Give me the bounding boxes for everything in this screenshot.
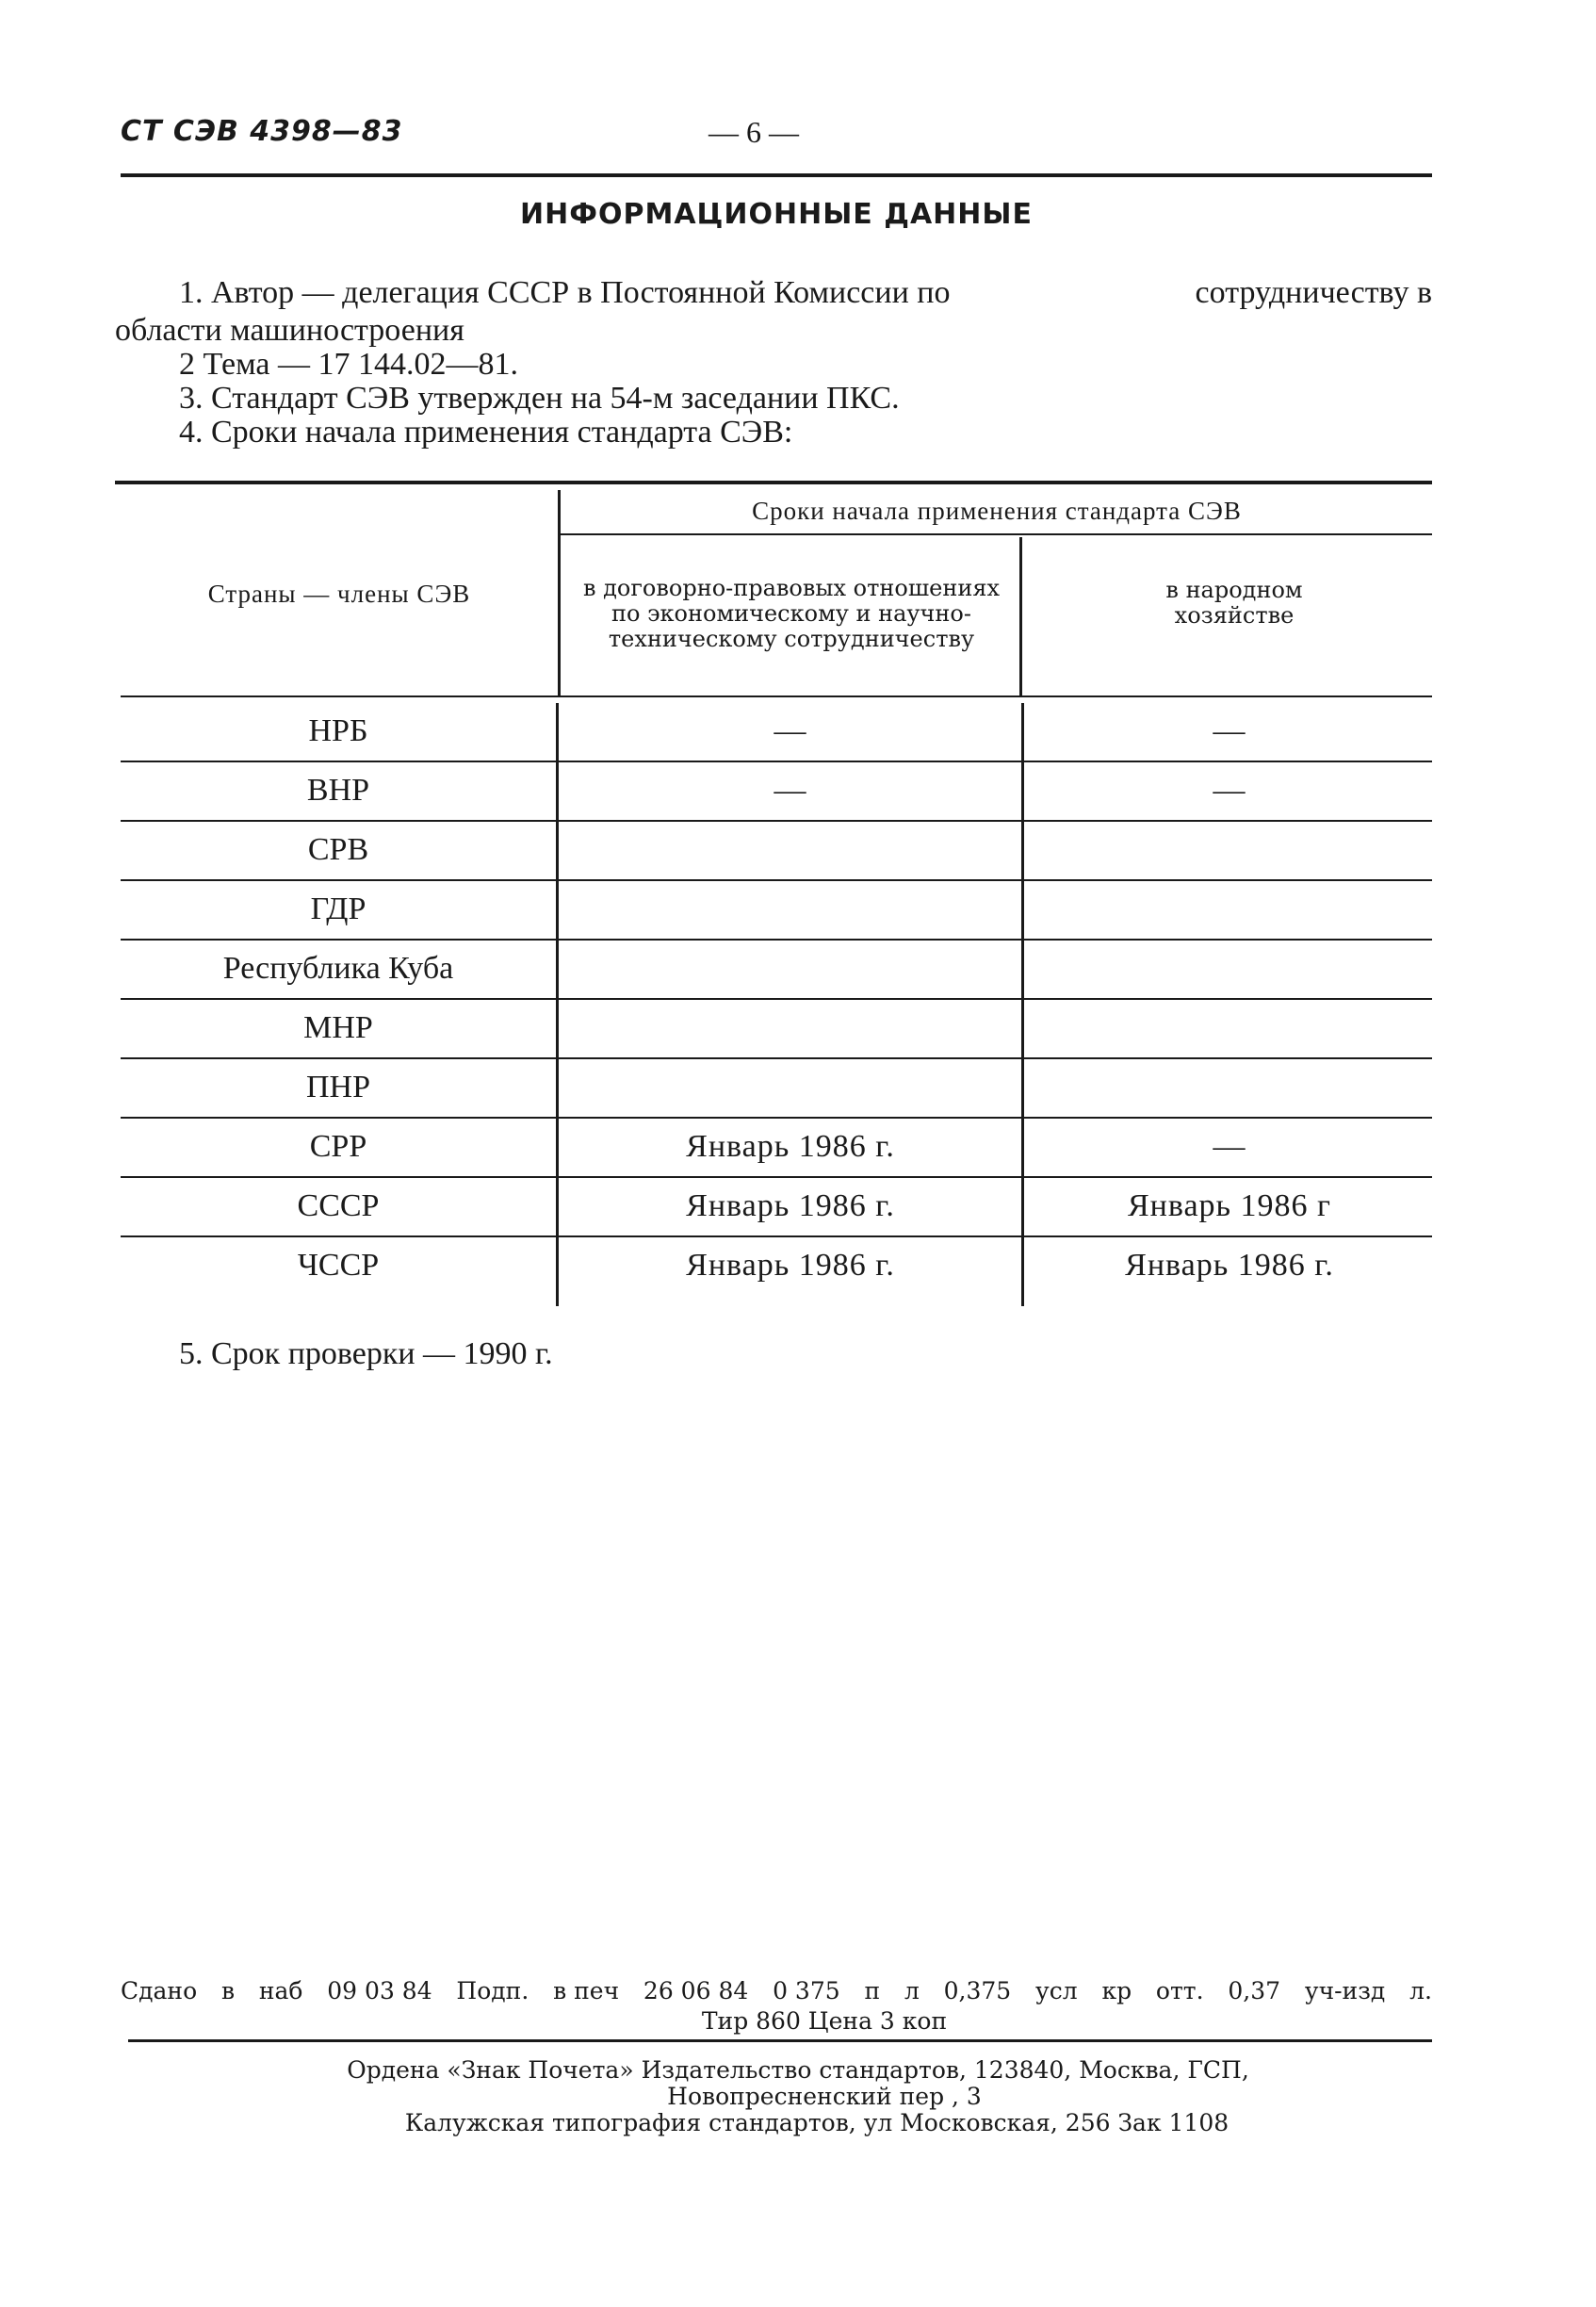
row-rule bbox=[121, 879, 1432, 881]
header-contract: в договорно-правовых отношениях по экономическому и научно-техническому сотрудничеству bbox=[582, 574, 1001, 652]
economy-date-cell: — bbox=[1213, 772, 1246, 808]
row-rule bbox=[121, 761, 1432, 762]
row-rule bbox=[121, 1117, 1432, 1119]
economy-date-cell bbox=[1027, 1059, 1432, 1115]
country-cell: СРВ bbox=[307, 831, 369, 867]
country-cell: ЧССР bbox=[297, 1247, 380, 1283]
country-cell: Республика Куба bbox=[222, 950, 454, 986]
imprint-token: 0 375 bbox=[773, 1977, 840, 2004]
row-rule bbox=[121, 1057, 1432, 1059]
imprint-token: Подп. bbox=[456, 1977, 529, 2004]
header-divider-right bbox=[1019, 537, 1022, 695]
country-cell: ВНР bbox=[306, 772, 370, 808]
row-rule bbox=[121, 1176, 1432, 1178]
imprint-line-2: Тир 860 Цена 3 коп bbox=[701, 2007, 948, 2035]
contract-date-cell bbox=[562, 941, 1019, 996]
economy-date-cell: Январь 1986 г bbox=[1127, 1187, 1332, 1223]
imprint-token: усл bbox=[1035, 1977, 1078, 2004]
country-cell: МНР bbox=[303, 1009, 373, 1045]
header-divider-left bbox=[558, 490, 561, 695]
contract-date-cell bbox=[562, 1059, 1019, 1115]
imprint-line-1 bbox=[121, 1977, 1432, 2004]
imprint-token: п bbox=[864, 1977, 881, 2004]
imprint-line-5: Калужская типография стандартов, ул Московская, 256 Зак 1108 bbox=[404, 2109, 1230, 2136]
header-economy: в народном хозяйстве bbox=[1165, 577, 1303, 629]
imprint-token: отт. bbox=[1155, 1977, 1204, 2004]
contract-date-cell bbox=[562, 881, 1019, 937]
header-country: Страны — члены СЭВ bbox=[207, 580, 471, 608]
contract-date-cell bbox=[562, 1000, 1019, 1055]
country-cell: НРБ bbox=[308, 712, 368, 748]
item-4: 4. Сроки начала применения стандарта СЭВ: bbox=[179, 415, 793, 450]
imprint-token: 0,37 bbox=[1228, 1977, 1281, 2004]
imprint-token: л. bbox=[1409, 1977, 1432, 2004]
contract-date-cell: Январь 1986 г. bbox=[686, 1247, 895, 1283]
header-rule bbox=[121, 173, 1432, 177]
imprint-token: 0,375 bbox=[943, 1977, 1012, 2004]
row-rule bbox=[121, 939, 1432, 941]
imprint-token: л bbox=[904, 1977, 920, 2004]
row-rule bbox=[121, 998, 1432, 1000]
imprint-token: кр bbox=[1101, 1977, 1132, 2004]
item-3: 3. Стандарт СЭВ утвержден на 54-м заседании ПКС. bbox=[179, 381, 900, 416]
contract-date-cell: Январь 1986 г. bbox=[686, 1128, 895, 1164]
table-top-rule bbox=[115, 481, 1432, 484]
imprint-token: наб bbox=[258, 1977, 303, 2004]
imprint-token: в bbox=[220, 1977, 236, 2004]
body-divider-left bbox=[556, 703, 559, 1306]
imprint-rule bbox=[128, 2039, 1432, 2042]
economy-date-cell bbox=[1027, 822, 1432, 877]
imprint-token: Сдано bbox=[121, 1977, 198, 2004]
imprint-token: 09 03 84 bbox=[327, 1977, 432, 2004]
contract-date-cell bbox=[562, 822, 1019, 877]
country-cell: СССР bbox=[297, 1187, 380, 1223]
item-1-text-right: сотрудничеству в bbox=[1195, 275, 1432, 310]
item-2: 2 Тема — 17 144.02—81. bbox=[179, 347, 518, 382]
row-rule bbox=[121, 820, 1432, 822]
item-1-line-1 bbox=[179, 275, 1432, 311]
economy-date-cell bbox=[1027, 941, 1432, 996]
economy-date-cell bbox=[1027, 881, 1432, 937]
imprint-line-4: Новопресненский пер , 3 bbox=[667, 2083, 982, 2110]
country-cell: СРР bbox=[309, 1128, 367, 1164]
item-1-line-2: области машиностроения bbox=[115, 313, 464, 348]
section-title: ИНФОРМАЦИОННЫЕ ДАННЫЕ bbox=[520, 198, 1033, 231]
economy-date-cell bbox=[1027, 1000, 1432, 1055]
row-rule bbox=[121, 1235, 1432, 1237]
item-5: 5. Срок проверки — 1990 г. bbox=[179, 1336, 553, 1371]
economy-date-cell: — bbox=[1213, 712, 1246, 748]
header-bottom-rule bbox=[121, 695, 1432, 697]
body-divider-right bbox=[1021, 703, 1024, 1306]
imprint-token: уч-изд bbox=[1304, 1977, 1386, 2004]
imprint-token: в печ bbox=[553, 1977, 620, 2004]
page-number: — 6 — bbox=[708, 115, 799, 149]
header-group: Сроки начала применения стандарта СЭВ bbox=[752, 496, 1242, 525]
header-group-rule bbox=[558, 533, 1432, 535]
standard-code: СТ СЭВ 4398—83 bbox=[121, 115, 403, 148]
country-cell: ГДР bbox=[310, 891, 366, 926]
item-1-text-left: 1. Автор — делегация СССР в Постоянной Комиссии по bbox=[179, 275, 951, 310]
contract-date-cell: Январь 1986 г. bbox=[686, 1187, 895, 1223]
contract-date-cell: — bbox=[774, 712, 807, 748]
imprint-token: 26 06 84 bbox=[643, 1977, 749, 2004]
imprint-line-3: Ордена «Знак Почета» Издательство стандартов, 123840, Москва, ГСП, bbox=[347, 2056, 1249, 2084]
economy-date-cell: — bbox=[1213, 1128, 1246, 1164]
country-cell: ПНР bbox=[305, 1069, 371, 1104]
economy-date-cell: Январь 1986 г. bbox=[1125, 1247, 1334, 1283]
contract-date-cell: — bbox=[774, 772, 807, 808]
